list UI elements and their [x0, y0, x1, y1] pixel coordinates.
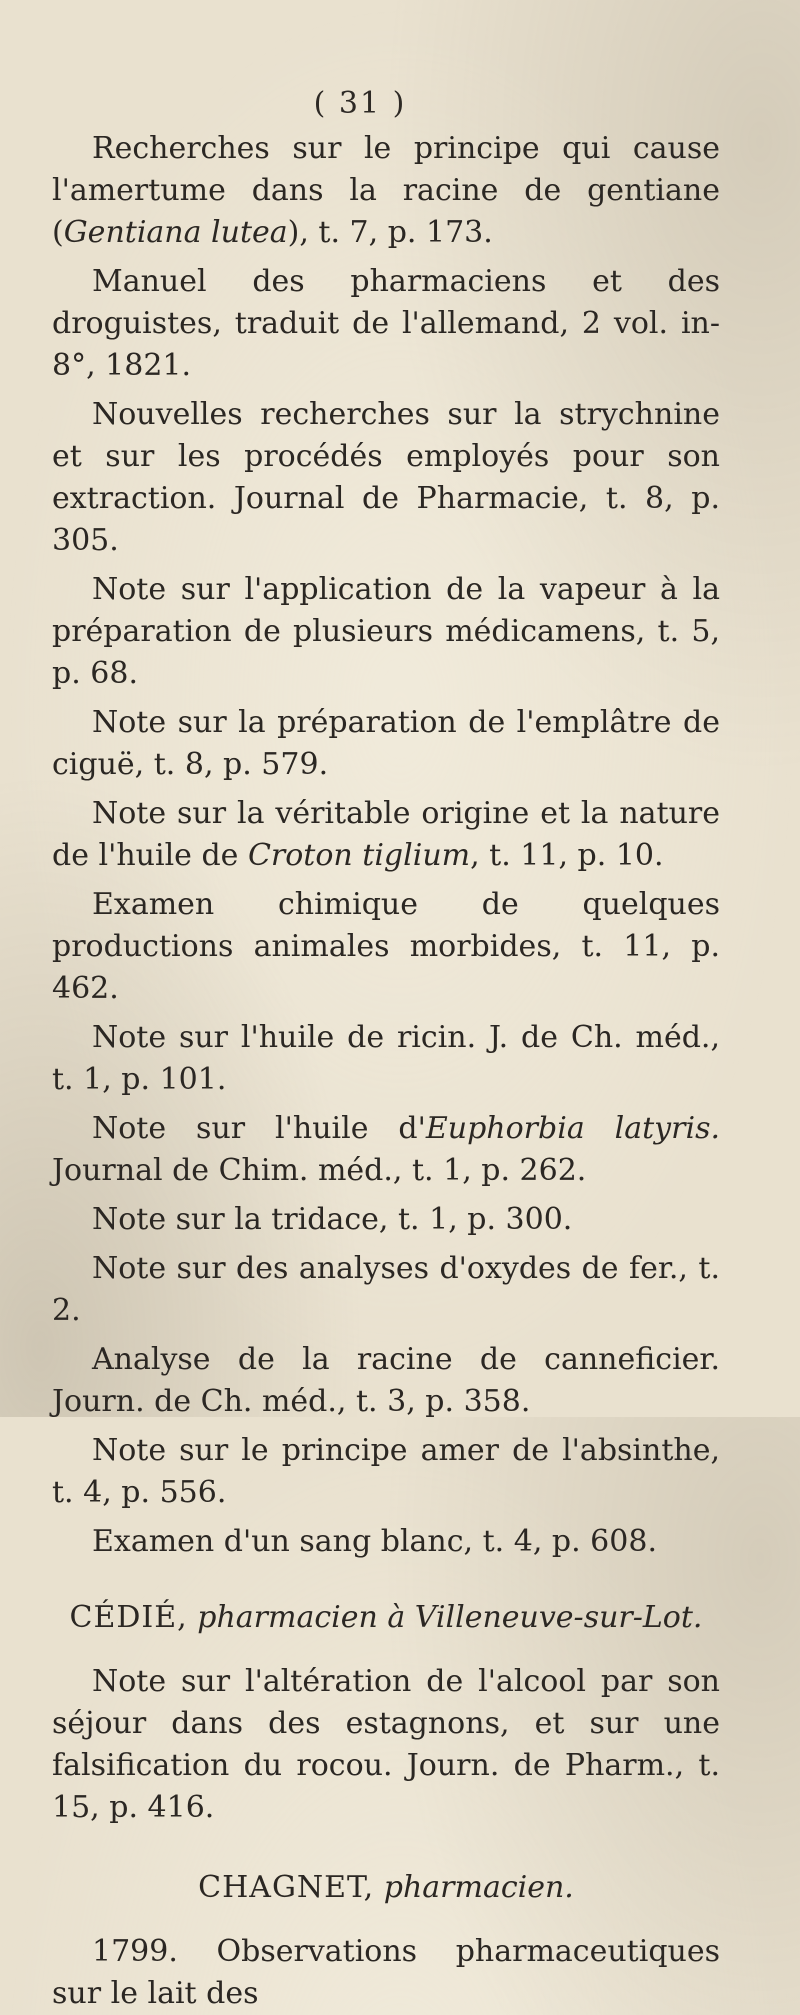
bibliography-entry	[52, 1199, 720, 1241]
entry-text: Nouvelles recherches sur la strychnine et sur les procédés employés pour son extraction. Journal de Pharmacie, t. 8, p. 305.	[52, 397, 720, 558]
entry-text: Recherches sur le principe qui cause l'amertume dans la racine de gentiane (	[52, 131, 720, 250]
entry-text: ), t. 7, p. 173.	[287, 215, 493, 250]
author-heading-chagnet	[52, 1867, 720, 1909]
entry-text: Note sur l'altération de l'alcool par son séjour dans des estagnons, et sur une falsification du rocou. Journ. de Pharm., t. 15, p. 416.	[52, 1664, 720, 1825]
entry-text: Note sur la véritable origine et la nature de l'huile de	[52, 796, 720, 873]
bibliography-entry	[52, 1521, 720, 1563]
italic-text: Croton tiglium	[247, 838, 471, 873]
entry-text: Note sur l'huile de ricin. J. de Ch. méd., t. 1, p. 101.	[52, 1020, 720, 1097]
entry-text: Examen d'un sang blanc, t. 4, p. 608.	[92, 1524, 657, 1559]
bibliography-entry	[52, 1017, 720, 1101]
entry-text: Note sur l'huile d'	[92, 1111, 426, 1146]
bibliography-section-3	[52, 1931, 720, 2015]
entry-text: Note sur la tridace, t. 1, p. 300.	[92, 1202, 573, 1237]
text-block	[52, 128, 720, 2015]
author-role: pharmacien.	[383, 1870, 574, 1905]
page-number: ( 31 )	[313, 86, 407, 121]
entry-text: Note sur des analyses d'oxydes de fer., t. 2.	[52, 1251, 720, 1328]
bibliography-entry	[52, 1931, 720, 2015]
bibliography-entry	[52, 261, 720, 387]
bibliography-entry	[52, 128, 720, 254]
entry-text: Examen chimique de quelques productions animales morbides, t. 11, p. 462.	[52, 887, 720, 1006]
entry-text: Journal de Chim. méd., t. 1, p. 262.	[52, 1153, 587, 1188]
bibliography-section-1	[52, 128, 720, 1563]
entry-text: 1799. Observations pharmaceutiques sur le lait des	[52, 1934, 720, 2011]
author-heading-cedie	[52, 1597, 720, 1639]
entry-text: , t. 11, p. 10.	[470, 838, 664, 873]
bibliography-entry	[52, 569, 720, 695]
entry-text: Note sur l'application de la vapeur à la préparation de plusieurs médicamens, t. 5, p. 68.	[52, 572, 720, 691]
bibliography-entry	[52, 1108, 720, 1192]
entry-text: Note sur la préparation de l'emplâtre de ciguë, t. 8, p. 579.	[52, 705, 720, 782]
bibliography-section-2	[52, 1661, 720, 1829]
italic-text: Euphorbia latyris.	[425, 1111, 720, 1146]
bibliography-entry	[52, 702, 720, 786]
italic-text: Gentiana lutea	[63, 215, 288, 250]
bibliography-entry	[52, 793, 720, 877]
bibliography-entry	[52, 1248, 720, 1332]
author-role: pharmacien à Villeneuve-sur-Lot.	[197, 1600, 703, 1635]
entry-text: Note sur le principe amer de l'absinthe, t. 4, p. 556.	[52, 1433, 720, 1510]
author-name: CÉDIÉ,	[69, 1600, 188, 1635]
bibliography-entry	[52, 884, 720, 1010]
entry-text: Analyse de la racine de canneficier. Journ. de Ch. méd., t. 3, p. 358.	[52, 1342, 720, 1419]
bibliography-entry	[52, 1339, 720, 1423]
bibliography-entry	[52, 1661, 720, 1829]
entry-text: Manuel des pharmaciens et des droguistes, traduit de l'allemand, 2 vol. in-8°, 1821.	[52, 264, 720, 383]
bibliography-entry	[52, 1430, 720, 1514]
author-name: CHAGNET,	[198, 1870, 375, 1905]
bibliography-entry	[52, 394, 720, 562]
